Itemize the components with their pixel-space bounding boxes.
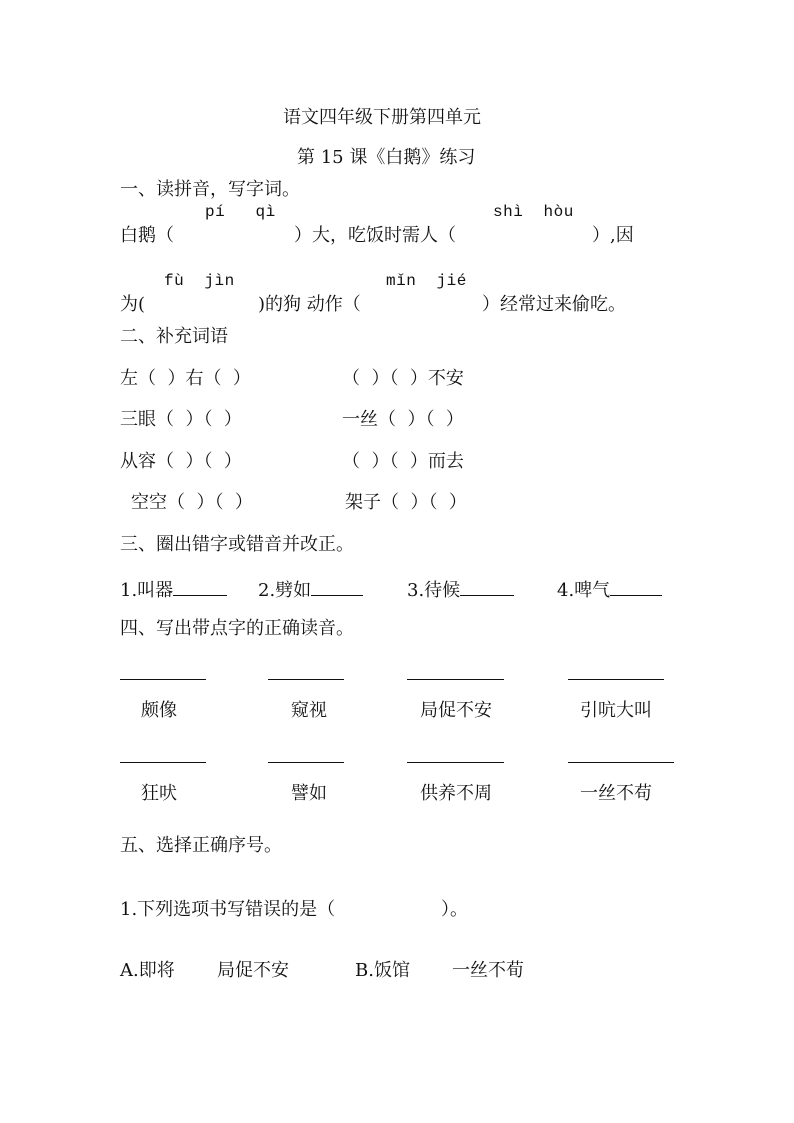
option-a-word1[interactable]: A.即将 bbox=[120, 960, 175, 981]
pinyin-piqi: pí qì bbox=[205, 203, 276, 221]
answer-blank[interactable] bbox=[460, 578, 514, 596]
idiom-item: （ ）（ ）而去 bbox=[342, 451, 464, 472]
correction-word: 1.叫器 bbox=[120, 580, 174, 601]
option-b-word2[interactable]: 一丝不荀 bbox=[452, 960, 524, 981]
option-b-word1[interactable]: B.饭馆 bbox=[355, 960, 410, 981]
section2-heading: 二、补充词语 bbox=[120, 326, 228, 347]
pinyin-minjie: mǐn jié bbox=[386, 272, 467, 290]
idiom-item: （ ）（ ）不安 bbox=[342, 368, 464, 389]
idiom-item: 空空（ ）（ ） bbox=[131, 492, 253, 513]
answer-blank[interactable] bbox=[610, 578, 662, 596]
page-subtitle: 第 15 课《白鹅》练习 bbox=[297, 147, 476, 168]
dotted-word: 引吭大叫 bbox=[580, 700, 652, 721]
pinyin-answer-blank[interactable] bbox=[568, 762, 674, 763]
section5-heading: 五、选择正确序号。 bbox=[120, 835, 282, 856]
section1-heading: 一、读拼音，写字词。 bbox=[120, 179, 300, 200]
idiom-item: 三眼（ ）（ ） bbox=[120, 409, 242, 430]
pinyin-shihou: shì hòu bbox=[493, 203, 574, 221]
fill-line-2-part3: ）经常过来偷吃。 bbox=[482, 294, 626, 315]
section4-heading: 四、写出带点字的正确读音。 bbox=[120, 618, 354, 639]
dotted-word: 狂吠 bbox=[141, 783, 177, 804]
correction-word: 3.待候 bbox=[407, 580, 461, 601]
idiom-item: 一丝（ ）（ ） bbox=[342, 409, 464, 430]
correction-item-4 bbox=[557, 578, 662, 600]
option-a-word2[interactable]: 局促不安 bbox=[217, 960, 289, 981]
dotted-word: 局促不安 bbox=[420, 700, 492, 721]
section3-heading: 三、圈出错字或错音并改正。 bbox=[120, 534, 354, 555]
idiom-item: 左（ ）右（ ） bbox=[120, 368, 251, 389]
idiom-item: 架子（ ）（ ） bbox=[345, 492, 467, 513]
fill-line-2-part2: )的狗 动作（ bbox=[258, 294, 361, 315]
pinyin-answer-blank[interactable] bbox=[568, 679, 664, 680]
dotted-word: 供养不周 bbox=[420, 783, 492, 804]
pinyin-answer-blank[interactable] bbox=[120, 762, 206, 763]
fill-line-1-part2: ）大，吃饭时需人（ bbox=[294, 225, 456, 246]
fill-line-1-part3: ）,因 bbox=[592, 225, 634, 246]
answer-blank[interactable] bbox=[173, 578, 227, 596]
fill-line-1-part1: 白鹅（ bbox=[120, 225, 174, 246]
dotted-word: 颇像 bbox=[141, 700, 177, 721]
pinyin-fujin: fù jìn bbox=[164, 272, 235, 290]
pinyin-answer-blank[interactable] bbox=[120, 679, 206, 680]
dotted-word: 窥视 bbox=[291, 700, 327, 721]
correction-item-3 bbox=[407, 578, 514, 600]
choice-question: 1.下列选项书写错误的是（ bbox=[120, 899, 336, 920]
correction-item-2 bbox=[258, 578, 363, 600]
correction-word: 2.劈如 bbox=[258, 580, 312, 601]
correction-word: 4.啤气 bbox=[557, 580, 611, 601]
correction-item-1 bbox=[120, 578, 227, 600]
dotted-word: 譬如 bbox=[291, 783, 327, 804]
answer-blank[interactable] bbox=[311, 578, 363, 596]
pinyin-answer-blank[interactable] bbox=[268, 762, 344, 763]
choice-question-end: ）。 bbox=[441, 899, 468, 920]
pinyin-answer-blank[interactable] bbox=[407, 762, 504, 763]
idiom-item: 从容（ ）（ ） bbox=[120, 451, 242, 472]
fill-line-2-part1: 为( bbox=[120, 294, 146, 315]
pinyin-answer-blank[interactable] bbox=[407, 679, 504, 680]
page-title: 语文四年级下册第四单元 bbox=[283, 107, 481, 128]
pinyin-answer-blank[interactable] bbox=[268, 679, 344, 680]
dotted-word: 一丝不苟 bbox=[580, 783, 652, 804]
